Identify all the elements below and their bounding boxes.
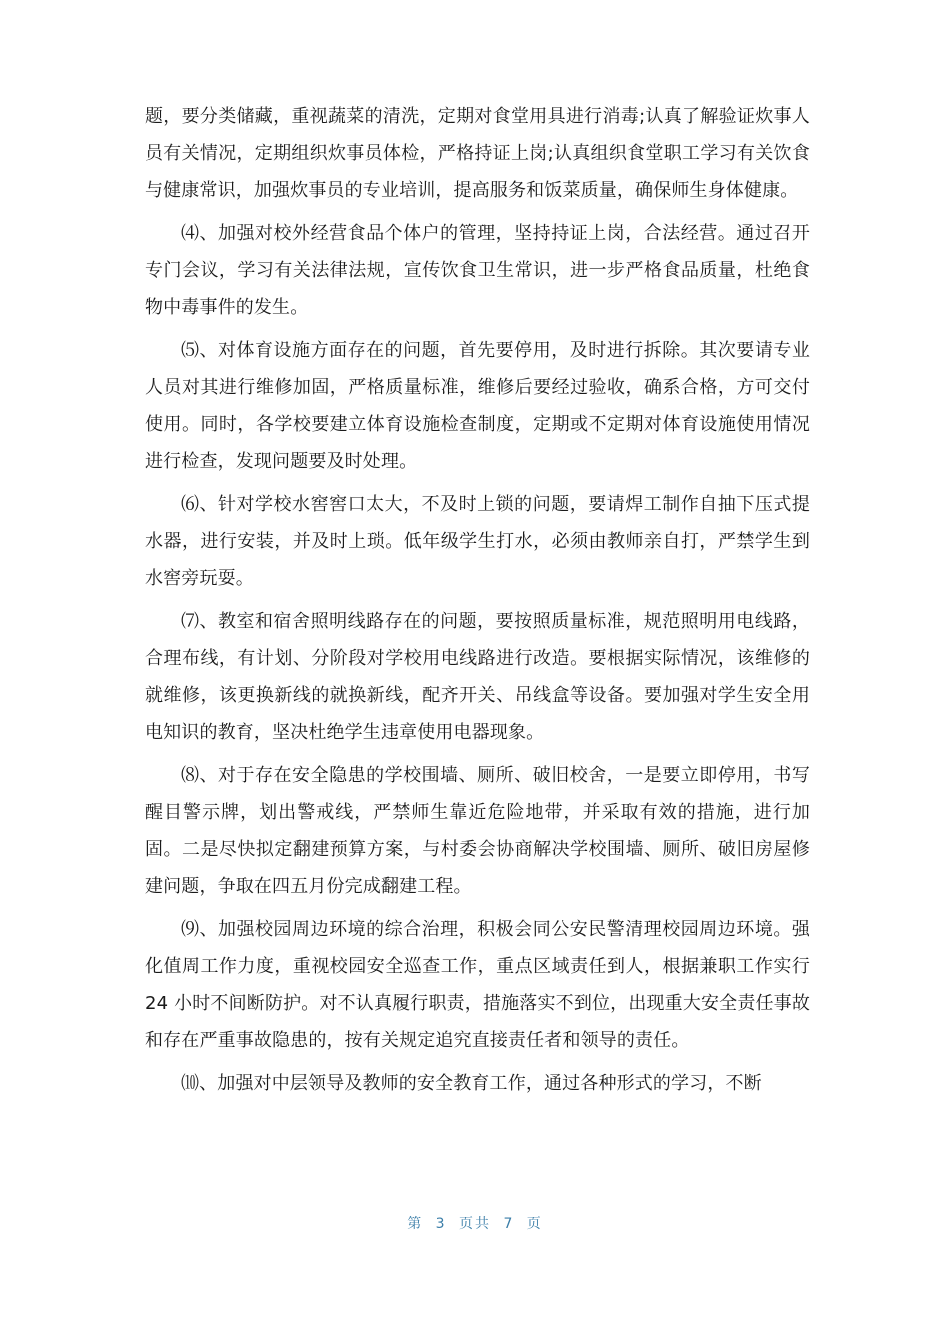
paragraph-item-4: ⑷、加强对校外经营食品个体户的管理，坚持持证上岗，合法经营。通过召开专门会议，学习有关法律法规，宣传饮食卫生常识，进一步严格食品质量，杜绝食物中毒事件的发生。 [145, 223, 810, 318]
paragraph-item-7: ⑺、教室和宿舍照明线路存在的问题，要按照质量标准，规范照明用电线路，合理布线，有计划、分阶段对学校用电线路进行改造。要根据实际情况，该维修的就维修，该更换新线的就换新线，配齐开关、吊线盒等设备。要加强对学生安全用电知识的教育，坚决杜绝学生违章使用电器现象。 [145, 611, 810, 743]
paragraph-item-5: ⑸、对体育设施方面存在的问题，首先要停用，及时进行拆除。其次要请专业人员对其进行维修加固，严格质量标准，维修后要经过验收，确系合格，方可交付使用。同时，各学校要建立体育设施检查制度，定期或不定期对体育设施使用情况进行检查，发现问题要及时处理。 [145, 340, 810, 472]
paragraph-item-6: ⑹、针对学校水窖窖口太大，不及时上锁的问题，要请焊工制作自抽下压式提水器，进行安装，并及时上琐。低年级学生打水，必须由教师亲自打，严禁学生到水窖旁玩耍。 [145, 494, 810, 589]
paragraph-continued-hygiene: 题，要分类储藏，重视蔬菜的清洗，定期对食堂用具进行消毒;认真了解验证炊事人员有关情况，定期组织炊事员体检，严格持证上岗;认真组织食堂职工学习有关饮食与健康常识，加强炊事员的专业培训，提高服务和饭菜质量，确保师生身体健康。 [145, 106, 810, 201]
document-body [145, 98, 810, 1108]
paragraph-item-8: ⑻、对于存在安全隐患的学校围墙、厕所、破旧校舍，一是要立即停用，书写醒目警示牌，划出警戒线，严禁师生靠近危险地带，并采取有效的措施，进行加固。二是尽快拟定翻建预算方案，与村委会协商解决学校围墙、厕所、破旧房屋修建问题，争取在四五月份完成翻建工程。 [145, 765, 810, 897]
page-number-footer: 第 3 页共 7 页 [407, 1216, 543, 1232]
paragraph-item-9: ⑼、加强校园周边环境的综合治理，积极会同公安民警清理校园周边环境。强化值周工作力度，重视校园安全巡查工作，重点区域责任到人，根据兼职工作实行 24 小时不间断防护。对不认真履行职责，措施落实不到位，出现重大安全责任事故和存在严重事故隐患的，按有关规定追究直接责任者和领导的责任。 [145, 919, 810, 1051]
paragraph-item-10: ⑽、加强对中层领导及教师的安全教育工作，通过各种形式的学习，不断 [181, 1073, 762, 1094]
